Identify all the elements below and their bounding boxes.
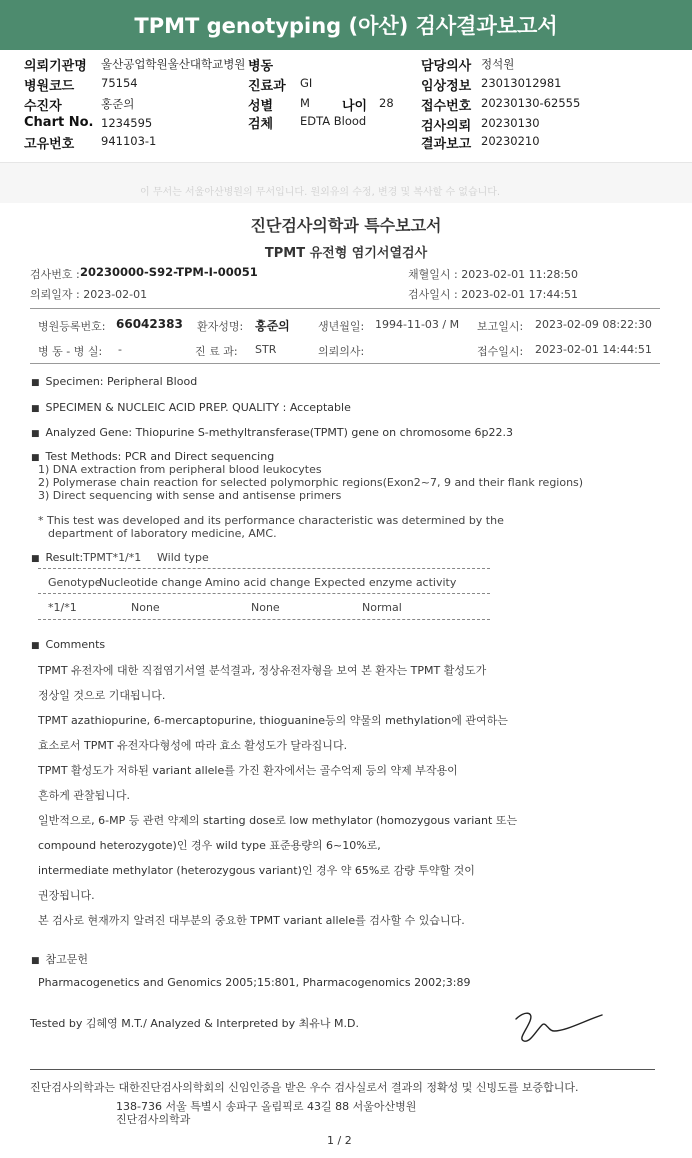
- table-header-enzyme: Expected enzyme activity: [314, 576, 457, 589]
- patient-name-value: 홍준의: [255, 319, 290, 333]
- dept-label: 진료과: [248, 79, 286, 94]
- test-methods-title: ■ Test Methods: PCR and Direct sequencing: [31, 450, 274, 463]
- comment-line-4: 효소로서 TPMT 유전자다형성에 따라 효소 활성도가 달라집니다.: [38, 739, 348, 752]
- note-line-1: * This test was developed and its performance characteristic was determined by the: [38, 514, 504, 527]
- comment-line-3: TPMT azathiopurine, 6-mercaptopurine, thioguanine등의 약물의 methylation에 관여하는: [38, 714, 508, 727]
- signature-scribble: [510, 1001, 610, 1047]
- patient-label: 수진자: [24, 99, 62, 114]
- page-number: 1 / 2: [327, 1134, 352, 1147]
- age-label: 나이: [342, 99, 368, 114]
- comments-title: ■ Comments: [31, 638, 105, 651]
- report-title: TPMT genotyping (아산) 검사결과보고서: [134, 14, 558, 38]
- comment-line-10: 권장됩니다.: [38, 889, 95, 902]
- dob-value: 1994-11-03 / M: [375, 318, 460, 331]
- collect-datetime: 채혈일시 : 2023-02-01 11:28:50: [408, 268, 579, 281]
- method-step-3: 3) Direct sequencing with sense and antisense primers: [38, 489, 342, 502]
- report-datetime-label: 보고일시:: [477, 320, 524, 333]
- comment-line-7: 일반적으로, 6-MP 등 관련 약제의 starting dose로 low methylator (homozygous variant 또는: [38, 814, 518, 827]
- patient-name-label: 환자성명:: [197, 320, 244, 333]
- table-dash-bottom: [38, 619, 490, 620]
- result-label: ■ Result:: [31, 551, 83, 564]
- dept-value: GI: [300, 76, 313, 90]
- comment-line-9: intermediate methylator (heterozygous variant)인 경우 약 65%로 감량 투약할 것이: [38, 864, 475, 877]
- references-line: Pharmacogenetics and Genomics 2005;15:801, Pharmacogenomics 2002;3:89: [38, 976, 471, 989]
- request-date: 의뢰일자 : 2023-02-01: [30, 288, 148, 301]
- result-type: Wild type: [157, 551, 209, 564]
- comment-line-1: TPMT 유전자에 대한 직접염기서열 분석결과, 정상유전자형을 보여 본 환자는 TPMT 활성도가: [38, 664, 487, 677]
- specimen-line: ■ Specimen: Peripheral Blood: [31, 375, 197, 388]
- age-value: 28: [379, 96, 394, 110]
- result-genotype: TPMT*1/*1: [83, 551, 142, 564]
- receipt-no-label: 접수번호: [421, 99, 472, 114]
- doctor-value: 정석원: [481, 57, 515, 71]
- request-date-value: 20230130: [481, 116, 540, 130]
- sex-label: 성별: [248, 99, 274, 114]
- header-info: [0, 50, 692, 162]
- receipt-no-value: 20230130-62555: [481, 96, 581, 110]
- hospital-label: 의뢰기관명: [24, 59, 87, 74]
- analyzed-gene-line: ■ Analyzed Gene: Thiopurine S-methyltransferase(TPMT) gene on chromosome 6p22.3: [31, 426, 513, 439]
- table-cell-genotype: *1/*1: [48, 601, 77, 614]
- unique-no-value: 941103-1: [101, 134, 157, 148]
- exam-no-value: 20230000-S92-TPM-I-00051: [80, 265, 258, 279]
- specimen-value: EDTA Blood: [300, 114, 367, 128]
- receipt-datetime-value: 2023-02-01 14:44:51: [535, 343, 652, 356]
- ward-room-value: -: [118, 343, 122, 356]
- department-name: 진단검사의학과: [116, 1113, 191, 1126]
- quality-line: ■ SPECIMEN & NUCLEIC ACID PREP. QUALITY : Acceptable: [31, 401, 351, 414]
- table-cell-nucleotide: None: [131, 601, 160, 614]
- report-document: [0, 162, 692, 1158]
- patient-value: 홍준의: [101, 97, 135, 111]
- dob-label: 생년월일:: [318, 320, 365, 333]
- table-cell-amino: None: [251, 601, 280, 614]
- method-step-2: 2) Polymerase chain reaction for selected polymorphic regions(Exon2~7, 9 and their flank regions): [38, 476, 584, 489]
- comment-line-5: TPMT 활성도가 저하된 variant allele를 가진 환자에서는 골수억제 등의 약제 부작용이: [38, 764, 458, 777]
- document-title: 진단검사의학과 특수보고서: [250, 216, 442, 235]
- report-datetime-value: 2023-02-09 08:22:30: [535, 318, 652, 331]
- method-step-1: 1) DNA extraction from peripheral blood leukocytes: [38, 463, 322, 476]
- comment-line-2: 정상일 것으로 기대됩니다.: [38, 689, 166, 702]
- ward-room-label: 병 동 - 병 실:: [38, 345, 103, 358]
- clinical-info-label: 임상정보: [421, 79, 472, 94]
- divider-footer: [30, 1069, 655, 1070]
- test-datetime: 검사일시 : 2023-02-01 17:44:51: [408, 288, 579, 301]
- table-dash-mid: [38, 593, 490, 594]
- clinic-dept-value: STR: [255, 343, 277, 356]
- note-line-2: department of laboratory medicine, AMC.: [48, 527, 277, 540]
- report-title-bar: [0, 0, 692, 50]
- doctor-label: 담당의사: [421, 59, 472, 74]
- clinic-dept-label: 진 료 과:: [195, 345, 238, 358]
- hospital-code-value: 75154: [101, 76, 138, 90]
- references-title: ■ 참고문헌: [31, 951, 88, 967]
- comment-line-11: 본 검사로 현재까지 알려진 대부분의 중요한 TPMT variant allele를 검사할 수 있습니다.: [38, 914, 465, 927]
- table-header-nucleotide: Nucleotide change: [99, 576, 202, 589]
- result-date-label: 결과보고: [421, 137, 472, 152]
- copy-notice: 이 무서는 서울아산병원의 무서입니다. 원외유의 수정, 변경 및 복사할 수 없습니다.: [140, 187, 501, 198]
- signature-line: Tested by 김혜영 M.T./ Analyzed & Interpreted by 최유나 M.D.: [30, 1017, 359, 1030]
- request-date-label: 검사의뢰: [421, 119, 472, 134]
- table-header-genotype: Genotype: [48, 576, 102, 589]
- hospital-value: 울산공업학원울산대학교병원: [101, 57, 246, 71]
- unique-no-label: 고유번호: [24, 137, 75, 152]
- ward-label: 병동: [248, 59, 274, 74]
- table-cell-enzyme: Normal: [362, 601, 402, 614]
- divider-patient: [30, 363, 660, 364]
- document-subtitle: TPMT 유전형 염기서열검사: [264, 246, 428, 261]
- clinical-info-value: 23013012981: [481, 76, 562, 90]
- divider-top: [30, 308, 660, 309]
- exam-no-label: 검사번호 :: [30, 268, 80, 281]
- chart-no-label: Chart No.: [24, 115, 94, 130]
- hospital-address: 138-736 서울 특별시 송파구 올림픽로 43길 88 서울아산병원: [116, 1100, 417, 1113]
- table-dash-top: [38, 568, 490, 569]
- result-date-value: 20230210: [481, 134, 540, 148]
- hospital-code-label: 병원코드: [24, 79, 75, 94]
- table-header-amino: Amino acid change: [205, 576, 311, 589]
- accreditation-statement: 진단검사의학과는 대한진단검사의학회의 신임인증을 받은 우수 검사실로서 결과의 정확성 및 신빙도를 보증합니다.: [30, 1081, 579, 1094]
- specimen-label: 검체: [248, 117, 274, 132]
- comment-line-8: compound heterozygote)인 경우 wild type 표준용량의 6~10%로,: [38, 839, 381, 852]
- comment-line-6: 흔하게 관찰됩니다.: [38, 789, 131, 802]
- reg-no-value: 66042383: [116, 317, 183, 331]
- referring-doctor-label: 의뢰의사:: [318, 345, 365, 358]
- reg-no-label: 병원등록번호:: [38, 320, 106, 333]
- sex-value: M: [300, 96, 310, 110]
- chart-no-value: 1234595: [101, 116, 153, 130]
- receipt-datetime-label: 접수일시:: [477, 345, 524, 358]
